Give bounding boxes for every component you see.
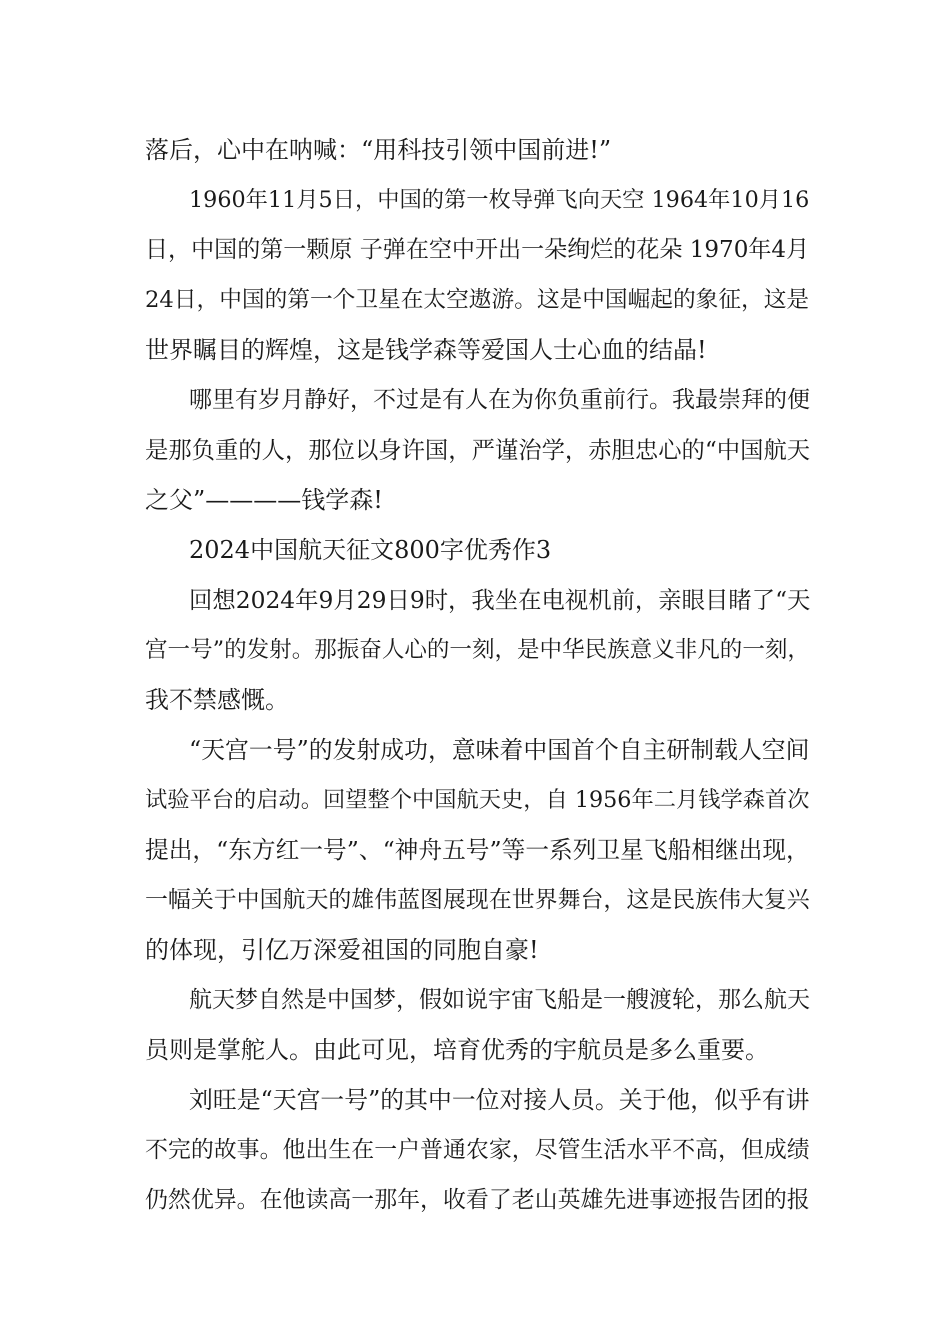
text-line-13: “天宫一号”的发射成功，意味着中国首个自主研制载人空间	[189, 736, 810, 764]
text-line-10: 回想2024年9月29日9时，我坐在电视机前，亲眼目睹了“天	[189, 586, 811, 614]
text-line-19: 员则是掌舵人。由此可见，培育优秀的宇航员是多么重要。	[145, 1036, 769, 1064]
text-line-7: 是那负重的人，那位以身许国，严谨治学，赤胆忠心的“中国航天	[145, 436, 811, 464]
section-heading: 2024中国航天征文800字优秀作3	[189, 536, 552, 564]
text-line-11: 宫一号”的发射。那振奋人心的一刻，是中华民族意义非凡的一刻，	[145, 637, 810, 663]
text-line-16: 一幅关于中国航天的雄伟蓝图展现在世界舞台，这是民族伟大复兴	[145, 887, 810, 913]
text-line-15: 提出，“东方红一号”、“神舟五号”等一系列卫星飞船相继出现，	[145, 836, 810, 864]
text-line-14: 试验平台的启动。回望整个中国航天史，自 1956年二月钱学森首次	[145, 787, 810, 813]
text-line-22: 仍然优异。在他读高一那年，收看了老山英雄先进事迹报告团的报	[145, 1187, 810, 1213]
text-line-20: 刘旺是“天宫一号”的其中一位对接人员。关于他，似乎有讲	[189, 1086, 810, 1114]
text-line-5: 世界瞩目的辉煌，这是钱学森等爱国人士心血的结晶!	[145, 336, 707, 364]
text-line-12: 我不禁感慨。	[145, 686, 289, 714]
text-line-21: 不完的故事。他出生在一户普通农家，尽管生活水平不高，但成绩	[145, 1137, 810, 1163]
text-line-3: 日，中国的第一颗原 子弹在空中开出一朵绚烂的花朵 1970年4月	[145, 237, 810, 263]
text-line-6: 哪里有岁月静好，不过是有人在为你负重前行。我最崇拜的便	[189, 387, 810, 413]
text-line-2: 1960年11月5日，中国的第一枚导弹飞向天空 1964年10月16	[189, 187, 810, 213]
text-line-17: 的体现，引亿万深爱祖国的同胞自豪!	[145, 936, 539, 964]
text-line-1: 落后，心中在呐喊：“用科技引领中国前进!”	[145, 136, 612, 164]
text-line-8: 之父”————钱学森!	[145, 486, 383, 514]
text-line-18: 航天梦自然是中国梦，假如说宇宙飞船是一艘渡轮，那么航天	[189, 987, 810, 1013]
text-line-4: 24日，中国的第一个卫星在太空遨游。这是中国崛起的象征，这是	[145, 287, 810, 313]
